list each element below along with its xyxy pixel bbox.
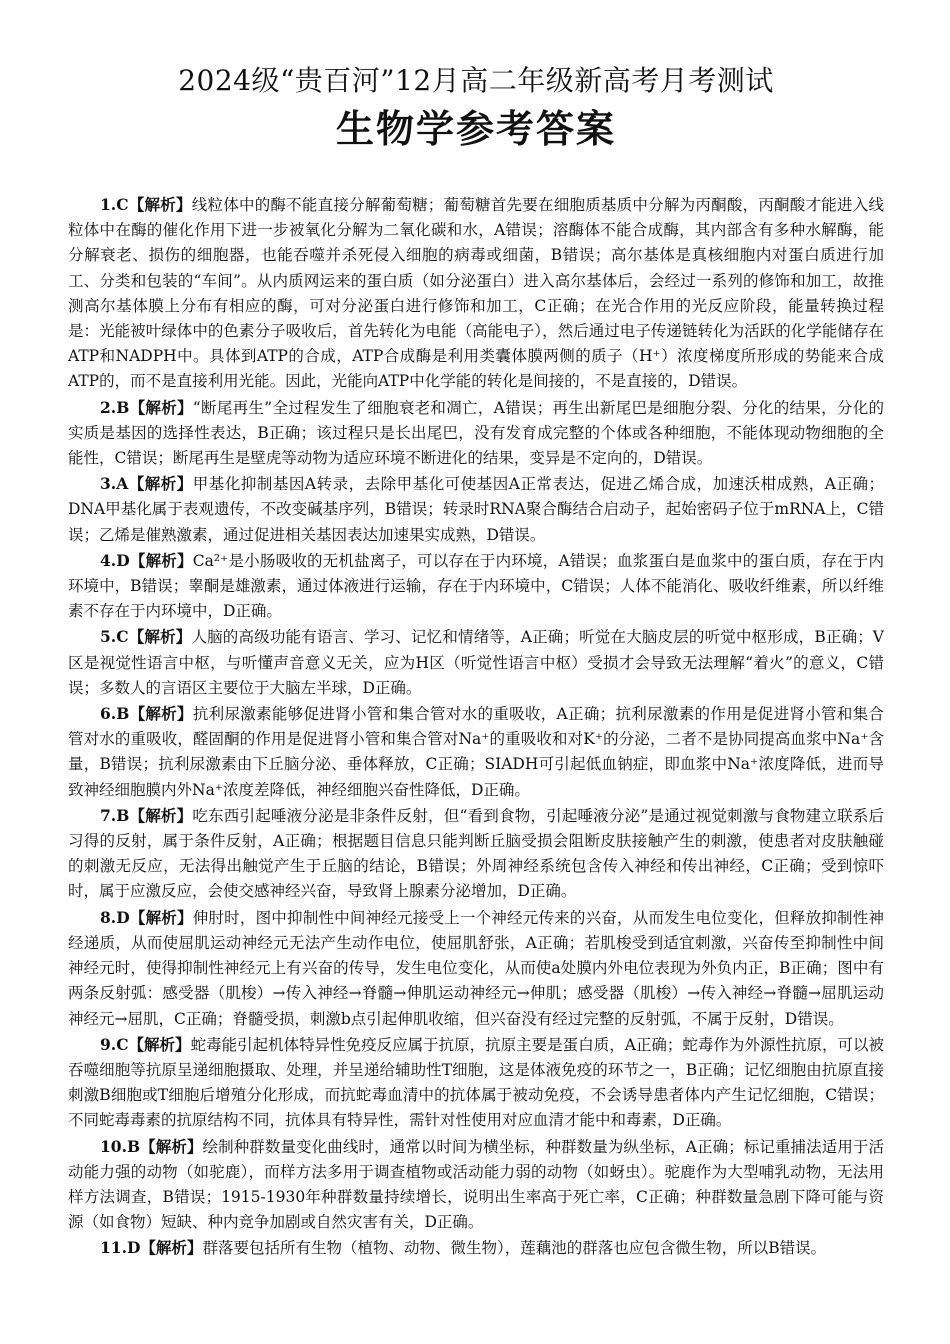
answer-number: 5. (100, 627, 117, 647)
answer-item-3 (68, 471, 884, 548)
analysis-tag: 【解析】 (128, 627, 192, 647)
answer-item-6 (68, 701, 884, 803)
answer-item-10 (68, 1134, 884, 1236)
analysis-text: 甲基化抑制基因A转录，去除甲基化可使基因A正常表达，促进乙烯合成，加速沃柑成熟，A正确；DNA甲基化属于表观遗传，不改变碱基序列，B错误；转录时RNA聚合酶结合启动子，起始密码子位于mRNA上，C错误；乙烯是催熟激素，通过促进相关基因表达加速果实成熟，D错误。 (68, 475, 884, 544)
answer-number: 8. (100, 907, 117, 927)
analysis-text: 绘制种群数量变化曲线时，通常以时间为横坐标，种群数量为纵坐标，A正确；标记重捕法适用于活动能力强的动物（如驼鹿），而样方法多用于调查植物或活动能力弱的动物（如蚜虫）。驼鹿作为大型哺乳动物，无法用样方法调查，B错误；1915-1930年种群数量持续增长，说明出生率高于死亡率，C正确；种群数量急剧下降可能与资源（如食物）短缺、种内竞争加剧或自然灾害有关，D正确。 (68, 1137, 884, 1232)
document-header (68, 0, 884, 152)
answer-item-2 (68, 395, 884, 472)
answer-number: 9. (100, 1034, 117, 1054)
analysis-tag: 【解析】 (128, 1034, 191, 1054)
answer-choice: D (116, 550, 130, 570)
answer-choice: C (116, 195, 129, 214)
analysis-text: 群落要包括所有生物（植物、动物、微生物），莲藕池的群落也应包含微生物，所以B错误。 (202, 1239, 827, 1258)
analysis-text: 伸肘时，图中抑制性中间神经元接受上一个神经元传来的兴奋，从而发生电位变化，但释放抑制性神经递质，从而使屈肌运动神经元无法产生动作电位，使屈肌舒张，A正确；若肌梭受到适宜刺激，兴奋传至抑制性中间神经元时，使得抑制性神经元上有兴奋的传导，发生电位变化，从而使a处膜内外电位表现为外负内正，B正确；图中有两条反射弧：感受器（肌梭）→传入神经→脊髓→伸肌运动神经元→伸肌；感受器（肌梭）→传入神经→脊髓→屈肌运动神经元→屈肌，C正确；脊髓受损，刺激b点引起伸肌收缩，但兴奋没有经过完整的反射弧，不属于反射，D错误。 (68, 908, 884, 1028)
analysis-text: 人脑的高级功能有语言、学习、记忆和情绪等，A正确；听觉在大脑皮层的听觉中枢形成，B正确；V区是视觉性语言中枢，与听懂声音意义无关，应为H区（听觉性语言中枢）受损才会导致无法理解“着火”的意义，C错误；多数人的言语区主要位于大脑左半球，D正确。 (68, 628, 884, 697)
analysis-tag: 【解析】 (140, 1136, 203, 1156)
analysis-text: 抗利尿激素能够促进肾小管和集合管对水的重吸收，A正确；抗利尿激素的作用是促进肾小管和集合管对水的重吸收，醛固酮的作用是促进肾小管和集合管对Na⁺的重吸收和对K⁺的分泌，二者不是协同提高血浆中Na⁺含量，B错误；抗利尿激素由下丘脑分泌、垂体释放，C正确；SIADH可引起低血钠症，即血浆中Na⁺浓度降低，进而导致神经细胞膜内外Na⁺浓度差降低，神经细胞兴奋性降低，D正确。 (68, 705, 884, 799)
answer-item-8 (68, 905, 884, 1032)
answer-number: 7. (100, 805, 117, 825)
answer-number: 10. (100, 1136, 127, 1156)
analysis-text: “断尾再生”全过程发生了细胞衰老和凋亡，A错误；再生出新尾巴是细胞分裂、分化的结果，分化的实质是基因的选择性表达，B正确；该过程只是长出尾巴，没有发育成完整的个体或各种细胞，不能体现动物细胞的全能性，C错误；断尾再生是壁虎等动物为适应环境不断进化的结果，变异是不定向的，D错误。 (68, 398, 884, 468)
analysis-tag: 【解析】 (140, 1238, 203, 1258)
answer-choice: B (126, 1136, 141, 1156)
answer-key-title: 生物学参考答案 (335, 106, 616, 151)
answer-item-11 (68, 1235, 884, 1261)
answer-choice: B (116, 704, 130, 724)
analysis-tag: 【解析】 (129, 550, 193, 570)
answer-number: 4. (100, 550, 117, 570)
analysis-text: 线粒体中的酶不能直接分解葡萄糖；葡萄糖首先要在细胞质基质中分解为丙酮酸，丙酮酸才能进入线粒体中在酶的催化作用下进一步被氧化分解为二氧化碳和水，A错误；溶酶体不能合成酶，其内部含有多种水解酶，能分解衰老、损伤的细胞器，也能吞噬并杀死侵入细胞的病毒或细菌，B错误；高尔基体是真核细胞内对蛋白质进行加工、分类和包装的“车间”。从内质网运来的蛋白质（如分泌蛋白）进入高尔基体后，会经过一系列的修饰和加工，故推测高尔基体膜上分布有相应的酶，可对分泌蛋白进行修饰和加工，C正确；在光合作用的光反应阶段，能量转换过程是：光能被叶绿体中的色素分子吸收后，首先转化为电能（高能电子），然后通过电子传递链转化为活跃的化学能储存在ATP和NADPH中。具体到ATP的合成，ATP合成酶是利用类囊体膜两侧的质子（H⁺）浓度梯度所形成的势能来合成ATP的，而不是直接利用光能。因此，光能向ATP中化学能的转化是间接的，不是直接的，D错误。 (68, 196, 884, 391)
answer-item-9 (68, 1032, 884, 1134)
answer-item-5 (68, 624, 884, 701)
answer-item-1 (68, 192, 884, 395)
analysis-tag: 【解析】 (128, 195, 192, 214)
analysis-tag: 【解析】 (128, 474, 193, 494)
answer-choice: A (116, 474, 129, 494)
analysis-text: 吃东西引起唾液分泌是非条件反射，但“看到食物，引起唾液分泌”是通过视觉刺激与食物建立联系后习得的反射，属于条件反射，A正确；根据题目信息只能判断丘脑受损会阻断皮肤接触产生的刺激，使患者对皮肤触碰的刺激无反应，无法得出触觉产生于丘脑的结论，B错误；外周神经系统包含传入神经和传出神经，C正确；受到惊吓时，属于应激反应，会使交感神经兴奋，导致肾上腺素分泌增加，D正确。 (68, 806, 884, 901)
answer-item-7 (68, 803, 884, 905)
exam-title: 2024级“贵百河”12月高二年级新高考月考测试 (178, 64, 774, 97)
analysis-tag: 【解析】 (129, 397, 193, 417)
answer-choice: B (116, 805, 130, 825)
analysis-tag: 【解析】 (129, 704, 193, 724)
answer-item-4 (68, 548, 884, 625)
answer-list (68, 192, 884, 1262)
answer-choice: C (116, 627, 129, 647)
analysis-text: Ca²⁺是小肠吸收的无机盐离子，可以存在于内环境，A错误；血浆蛋白是血浆中的蛋白质，存在于内环境中，B错误；睾酮是雄激素，通过体液进行运输，存在于内环境中，C错误；人体不能消化、吸收纤维素，所以纤维素不存在于内环境中，D正确。 (68, 551, 884, 621)
answer-choice: B (116, 397, 130, 417)
analysis-text: 蛇毒能引起机体特异性免疫反应属于抗原，抗原主要是蛋白质，A正确；蛇毒作为外源性抗原，可以被吞噬细胞等抗原呈递细胞摄取、处理，并呈递给辅助性T细胞，这是体液免疫的环节之一，B正确；记忆细胞由抗原直接刺激B细胞或T细胞后增殖分化形成，而抗蛇毒血清中的抗体属于被动免疫，不会诱导患者体内产生记忆细胞，C错误；不同蛇毒毒素的抗原结构不同，抗体具有特异性，需针对性使用对应血清才能中和毒素，D正确。 (68, 1035, 884, 1130)
answer-choice: D (126, 1238, 141, 1258)
answer-number: 6. (100, 704, 117, 724)
answer-number: 2. (100, 397, 117, 417)
analysis-tag: 【解析】 (129, 805, 193, 825)
answer-number: 3. (100, 474, 117, 494)
answer-number: 1. (100, 195, 117, 214)
answer-choice: D (116, 907, 130, 927)
answer-choice: C (116, 1034, 129, 1054)
answer-number: 11. (100, 1238, 127, 1258)
analysis-tag: 【解析】 (129, 907, 193, 927)
